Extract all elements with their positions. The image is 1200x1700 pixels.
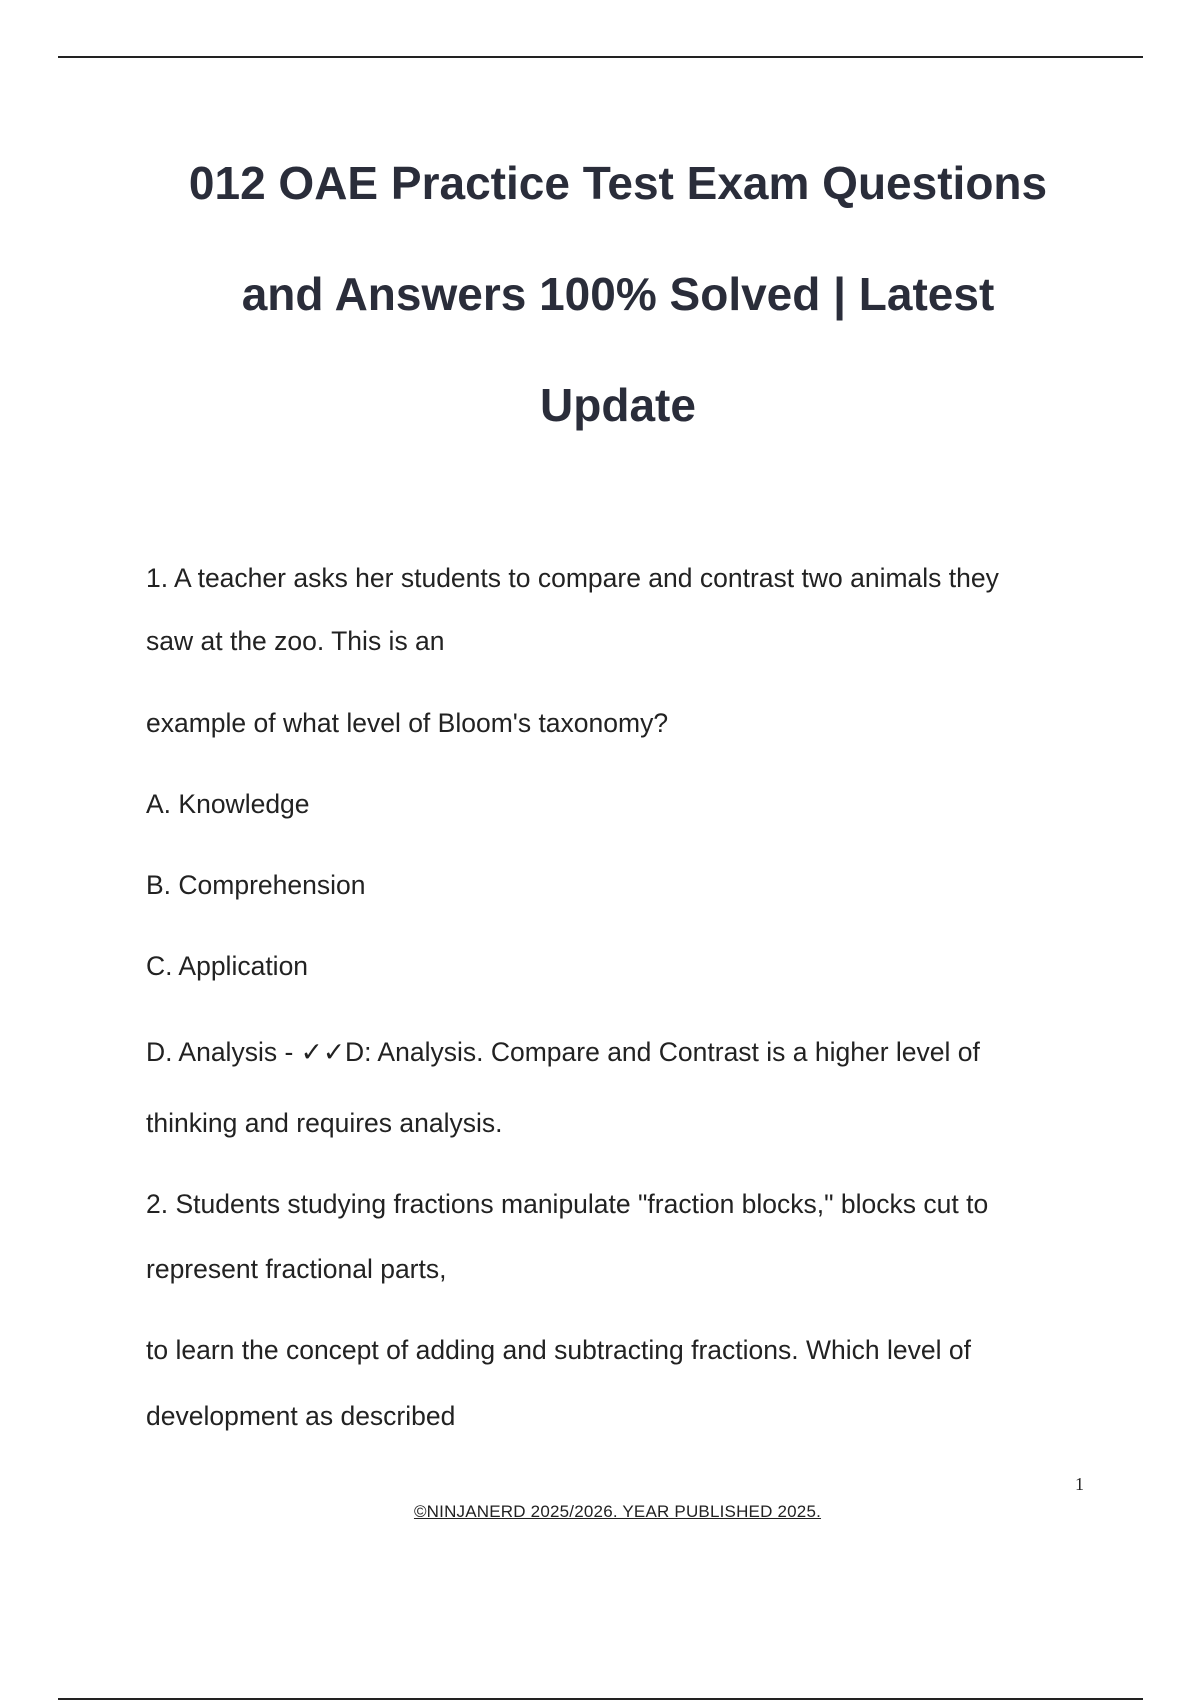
question-1-line-1: 1. A teacher asks her students to compare and contrast two animals they (146, 563, 999, 593)
page-number: 1 (1075, 1474, 1084, 1494)
question-1-option-b: B. Comprehension (146, 870, 366, 900)
question-1-line-3: example of what level of Bloom's taxonomy? (146, 708, 669, 738)
document-title (120, 128, 1116, 461)
title-line-1: 012 OAE Practice Test Exam Questions (188, 157, 1048, 209)
question-2-line-3: to learn the concept of adding and subtracting fractions. Which level of (146, 1335, 971, 1365)
question-1-option-d-answer: D. Analysis - ✓✓D: Analysis. Compare and Contrast is a higher level of (146, 1037, 980, 1067)
title-line-3: Update (540, 379, 696, 431)
question-1-answer-explanation: thinking and requires analysis. (146, 1108, 503, 1138)
title-line-2: and Answers 100% Solved | Latest (241, 268, 995, 320)
top-rule (58, 56, 1143, 58)
copyright-footer: ©NINJANERD 2025/2026. YEAR PUBLISHED 2025. (413, 1502, 822, 1521)
question-1-option-a: A. Knowledge (146, 789, 310, 819)
question-2-line-2: represent fractional parts, (146, 1254, 447, 1284)
question-2-line-4: development as described (146, 1401, 456, 1431)
question-2-line-1: 2. Students studying fractions manipulate "fraction blocks," blocks cut to (146, 1189, 989, 1219)
question-1-line-2: saw at the zoo. This is an (146, 626, 445, 656)
question-1-option-c: C. Application (146, 951, 309, 981)
